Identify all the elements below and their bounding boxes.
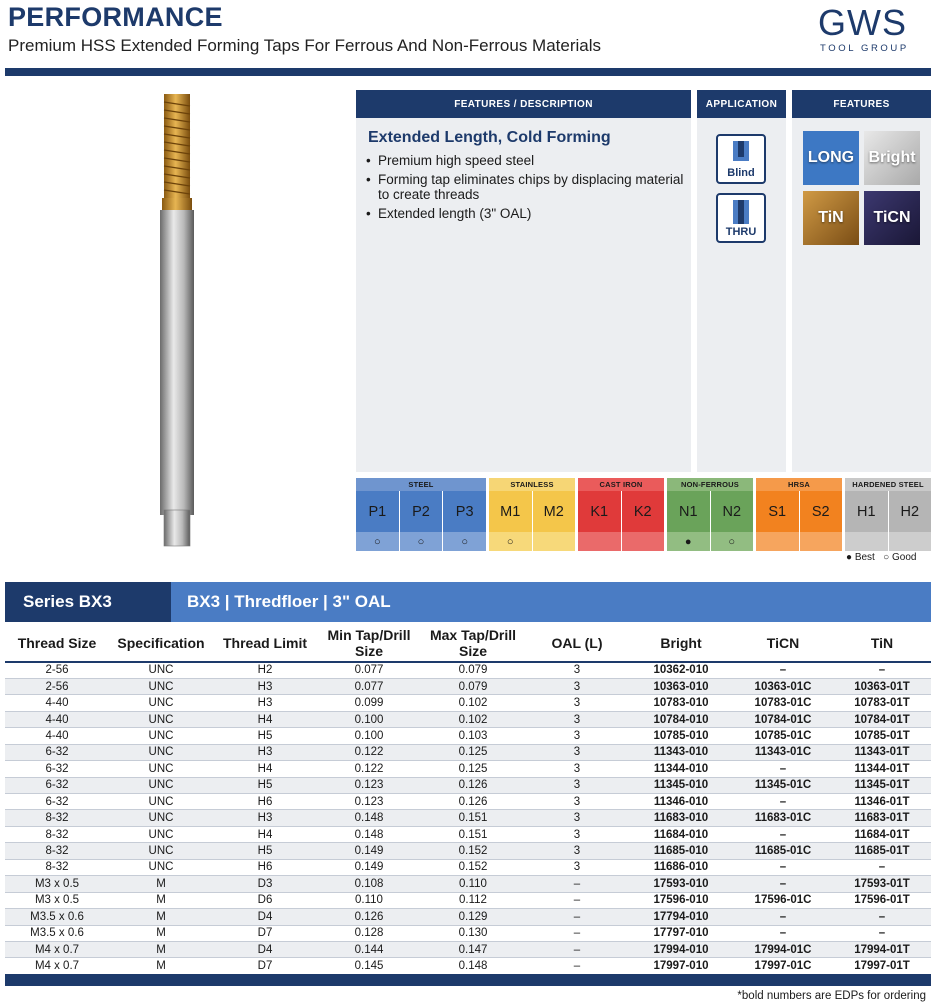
table-cell: 0.129 — [421, 909, 525, 925]
table-cell: 11685-010 — [629, 843, 733, 859]
table-cell: UNC — [109, 794, 213, 810]
table-cell: H5 — [213, 843, 317, 859]
table-cell: 3 — [525, 859, 629, 875]
material-group-hrsa — [756, 478, 842, 551]
table-cell: UNC — [109, 777, 213, 793]
table-cell: 11684-01T — [833, 826, 931, 842]
material-rating: ● — [667, 532, 710, 551]
table-cell: 11683-01T — [833, 810, 931, 826]
footnote: *bold numbers are EDPs for ordering — [737, 990, 926, 1002]
table-cell: D7 — [213, 925, 317, 941]
table-cell: 0.148 — [421, 958, 525, 974]
table-row — [5, 662, 931, 678]
table-cell: – — [833, 859, 931, 875]
table-cell: – — [833, 662, 931, 678]
legend-good: ○ Good — [883, 552, 917, 563]
ticn-badge: TiCN — [864, 191, 920, 245]
table-cell: 0.110 — [421, 876, 525, 892]
material-cell — [399, 491, 443, 551]
material-group-cast-iron — [578, 478, 664, 551]
column-header: OAL (L) — [525, 624, 629, 662]
material-code: K2 — [622, 491, 665, 532]
material-rating — [889, 532, 932, 551]
table-cell: 11345-01C — [733, 777, 833, 793]
column-header: Thread Limit — [213, 624, 317, 662]
table-cell: 3 — [525, 678, 629, 694]
table-cell: D4 — [213, 941, 317, 957]
table-cell: 3 — [525, 843, 629, 859]
table-cell: 11683-01C — [733, 810, 833, 826]
table-cell: – — [525, 958, 629, 974]
material-code: P1 — [356, 491, 399, 532]
table-row — [5, 794, 931, 810]
table-cell: 8-32 — [5, 826, 109, 842]
material-cell — [667, 491, 710, 551]
table-cell: 3 — [525, 761, 629, 777]
page-title: PERFORMANCE — [8, 2, 223, 32]
table-cell: M — [109, 876, 213, 892]
tin-badge: TiN — [803, 191, 859, 245]
table-cell: M3.5 x 0.6 — [5, 909, 109, 925]
material-cell — [710, 491, 754, 551]
application-panel — [697, 90, 786, 472]
blind-hole-graphic — [731, 141, 751, 165]
table-cell: UNC — [109, 695, 213, 711]
table-cell: 0.148 — [317, 826, 421, 842]
table-cell: 0.123 — [317, 794, 421, 810]
column-header: Specification — [109, 624, 213, 662]
material-chart — [356, 478, 931, 551]
material-rating — [845, 532, 888, 551]
table-cell: 0.099 — [317, 695, 421, 711]
table-cell: – — [733, 761, 833, 777]
table-cell: – — [525, 876, 629, 892]
legend-best: ● Best — [846, 552, 875, 563]
material-cell — [489, 491, 532, 551]
table-cell: 0.130 — [421, 925, 525, 941]
feature-list — [366, 153, 686, 225]
table-cell: 10783-010 — [629, 695, 733, 711]
material-code: K1 — [578, 491, 621, 532]
table-cell: 17994-01C — [733, 941, 833, 957]
table-cell: 0.126 — [421, 777, 525, 793]
table-cell: 17997-01C — [733, 958, 833, 974]
table-cell: – — [733, 662, 833, 678]
table-cell: 0.149 — [317, 859, 421, 875]
thru-hole-icon — [716, 193, 766, 243]
material-group-heading: CAST IRON — [578, 478, 664, 491]
material-cell — [532, 491, 576, 551]
material-code: S2 — [800, 491, 843, 532]
table-cell: 0.145 — [317, 958, 421, 974]
table-cell: H5 — [213, 777, 317, 793]
table-cell: – — [525, 909, 629, 925]
table-cell: H6 — [213, 859, 317, 875]
material-rating: ○ — [711, 532, 754, 551]
rating-legend — [846, 552, 916, 563]
coating-features-heading: FEATURES — [792, 90, 931, 118]
table-cell: 10363-01T — [833, 678, 931, 694]
table-cell: 0.125 — [421, 761, 525, 777]
table-cell: M — [109, 925, 213, 941]
thru-hole-graphic — [731, 200, 751, 224]
table-cell: UNC — [109, 761, 213, 777]
table-row — [5, 810, 931, 826]
material-group-heading: HRSA — [756, 478, 842, 491]
material-code: S1 — [756, 491, 799, 532]
table-cell: 0.122 — [317, 744, 421, 760]
table-cell: 0.102 — [421, 711, 525, 727]
material-code: N1 — [667, 491, 710, 532]
table-cell: M4 x 0.7 — [5, 958, 109, 974]
table-cell: M4 x 0.7 — [5, 941, 109, 957]
table-cell: H3 — [213, 678, 317, 694]
material-cell — [442, 491, 486, 551]
material-rating — [578, 532, 621, 551]
table-cell: H3 — [213, 810, 317, 826]
table-cell: H4 — [213, 711, 317, 727]
tap-thread — [164, 94, 190, 198]
table-cell: – — [525, 941, 629, 957]
table-cell: 11345-01T — [833, 777, 931, 793]
table-cell: – — [733, 925, 833, 941]
table-row — [5, 909, 931, 925]
table-cell: 10785-01T — [833, 728, 931, 744]
table-cell: 11344-010 — [629, 761, 733, 777]
gws-logo — [818, 2, 936, 58]
material-cell — [356, 491, 399, 551]
material-cell — [888, 491, 932, 551]
series-banner — [5, 582, 931, 622]
material-cell — [799, 491, 843, 551]
material-rating — [533, 532, 576, 551]
table-cell: 10363-010 — [629, 678, 733, 694]
table-cell: 0.077 — [317, 662, 421, 678]
features-description-heading: FEATURES / DESCRIPTION — [356, 90, 691, 118]
material-group-hardened-steel — [845, 478, 931, 551]
material-rating: ○ — [489, 532, 532, 551]
table-cell: 0.079 — [421, 662, 525, 678]
table-row — [5, 695, 931, 711]
feature-item: • Forming tap eliminates chips by displacing material to create threads — [366, 172, 686, 202]
bottom-divider — [5, 974, 931, 986]
table-cell: 10784-01C — [733, 711, 833, 727]
table-cell: 6-32 — [5, 794, 109, 810]
table-cell: 10785-010 — [629, 728, 733, 744]
table-cell: – — [833, 909, 931, 925]
table-cell: 4-40 — [5, 695, 109, 711]
table-cell: 0.148 — [317, 810, 421, 826]
table-cell: 0.100 — [317, 728, 421, 744]
table-cell: 3 — [525, 728, 629, 744]
table-cell: 2-56 — [5, 678, 109, 694]
table-cell: 17593-01T — [833, 876, 931, 892]
table-cell: 2-56 — [5, 662, 109, 678]
table-cell: 4-40 — [5, 728, 109, 744]
material-code: H2 — [889, 491, 932, 532]
series-description: BX3 | Thredfloer | 3" OAL — [187, 592, 391, 611]
table-row — [5, 777, 931, 793]
table-cell: D3 — [213, 876, 317, 892]
table-cell: 10783-01T — [833, 695, 931, 711]
table-cell: 0.079 — [421, 678, 525, 694]
table-cell: 0.077 — [317, 678, 421, 694]
table-cell: 11686-010 — [629, 859, 733, 875]
table-cell: 0.123 — [317, 777, 421, 793]
forming-tap-image — [150, 90, 206, 550]
table-cell: UNC — [109, 810, 213, 826]
table-cell: UNC — [109, 728, 213, 744]
table-cell: H6 — [213, 794, 317, 810]
material-cell — [756, 491, 799, 551]
material-rating: ○ — [443, 532, 486, 551]
table-cell: M3.5 x 0.6 — [5, 925, 109, 941]
table-cell: 17596-010 — [629, 892, 733, 908]
table-body — [5, 662, 931, 974]
table-cell: 0.110 — [317, 892, 421, 908]
table-row — [5, 761, 931, 777]
table-cell: 0.100 — [317, 711, 421, 727]
table-cell: 11343-010 — [629, 744, 733, 760]
table-cell: 17794-010 — [629, 909, 733, 925]
table-row — [5, 892, 931, 908]
table-row — [5, 925, 931, 941]
table-cell: 0.152 — [421, 859, 525, 875]
table-cell: 17593-010 — [629, 876, 733, 892]
table-row — [5, 958, 931, 974]
table-cell: 17596-01C — [733, 892, 833, 908]
table-cell: 3 — [525, 711, 629, 727]
table-cell: 17997-01T — [833, 958, 931, 974]
table-cell: 6-32 — [5, 761, 109, 777]
material-rating — [622, 532, 665, 551]
table-cell: 11685-01C — [733, 843, 833, 859]
table-cell: 11345-010 — [629, 777, 733, 793]
table-cell: 0.152 — [421, 843, 525, 859]
table-cell: UNC — [109, 662, 213, 678]
table-cell: UNC — [109, 678, 213, 694]
product-table — [5, 624, 931, 975]
material-code: P3 — [443, 491, 486, 532]
application-heading: APPLICATION — [697, 90, 786, 118]
table-cell: 10363-01C — [733, 678, 833, 694]
table-cell: 0.144 — [317, 941, 421, 957]
table-cell: 17797-010 — [629, 925, 733, 941]
table-cell: 0.149 — [317, 843, 421, 859]
table-cell: 11344-01T — [833, 761, 931, 777]
table-cell: 11346-010 — [629, 794, 733, 810]
logo-sub-text: TOOL GROUP — [820, 43, 909, 54]
table-cell: D4 — [213, 909, 317, 925]
material-code: M1 — [489, 491, 532, 532]
table-row — [5, 678, 931, 694]
table-cell: 0.151 — [421, 810, 525, 826]
table-cell: 8-32 — [5, 843, 109, 859]
thru-label: THRU — [725, 226, 757, 238]
table-cell: 4-40 — [5, 711, 109, 727]
material-cell — [845, 491, 888, 551]
column-header: TiCN — [733, 624, 833, 662]
material-group-stainless — [489, 478, 575, 551]
table-cell: 11346-01T — [833, 794, 931, 810]
top-divider — [5, 68, 931, 76]
column-header: Bright — [629, 624, 733, 662]
table-cell: 0.126 — [421, 794, 525, 810]
table-cell: – — [733, 859, 833, 875]
table-cell: – — [525, 925, 629, 941]
table-cell: M — [109, 941, 213, 957]
table-cell: 0.108 — [317, 876, 421, 892]
table-cell: – — [733, 794, 833, 810]
table-cell: 8-32 — [5, 859, 109, 875]
feature-item: • Premium high speed steel — [366, 153, 686, 168]
table-cell: – — [733, 909, 833, 925]
table-cell: 3 — [525, 695, 629, 711]
table-cell: 0.128 — [317, 925, 421, 941]
coating-features-panel — [792, 90, 931, 472]
table-cell: 3 — [525, 777, 629, 793]
material-code: H1 — [845, 491, 888, 532]
table-row — [5, 744, 931, 760]
table-cell: D7 — [213, 958, 317, 974]
logo-main-text: GWS — [818, 2, 907, 43]
table-cell: 11683-010 — [629, 810, 733, 826]
tap-shank — [160, 210, 194, 515]
table-cell: 0.147 — [421, 941, 525, 957]
table-cell: 17994-01T — [833, 941, 931, 957]
column-header: Thread Size — [5, 624, 109, 662]
table-cell: 8-32 — [5, 810, 109, 826]
table-cell: 0.112 — [421, 892, 525, 908]
material-code: P2 — [400, 491, 443, 532]
feature-item: • Extended length (3" OAL) — [366, 206, 686, 221]
material-code: M2 — [533, 491, 576, 532]
material-group-heading: STAINLESS — [489, 478, 575, 491]
table-cell: H3 — [213, 744, 317, 760]
series-name: Series BX3 — [5, 582, 171, 622]
table-cell: 0.102 — [421, 695, 525, 711]
table-cell: M — [109, 892, 213, 908]
material-group-non-ferrous — [667, 478, 753, 551]
material-group-heading: NON-FERROUS — [667, 478, 753, 491]
table-header-row — [5, 624, 931, 662]
table-cell: H4 — [213, 761, 317, 777]
table-cell: – — [833, 925, 931, 941]
table-row — [5, 859, 931, 875]
table-cell: – — [733, 876, 833, 892]
column-header: Max Tap/Drill Size — [421, 624, 525, 662]
tap-square — [164, 510, 190, 546]
table-cell: H4 — [213, 826, 317, 842]
features-description-panel — [356, 90, 691, 472]
table-cell: – — [525, 892, 629, 908]
feature-title: Extended Length, Cold Forming — [368, 129, 611, 146]
material-code: N2 — [711, 491, 754, 532]
table-cell: 10362-010 — [629, 662, 733, 678]
material-group-steel — [356, 478, 486, 551]
table-cell: H2 — [213, 662, 317, 678]
table-cell: 3 — [525, 662, 629, 678]
material-rating — [800, 532, 843, 551]
table-cell: M — [109, 958, 213, 974]
table-row — [5, 728, 931, 744]
table-cell: UNC — [109, 843, 213, 859]
table-cell: 3 — [525, 744, 629, 760]
table-row — [5, 876, 931, 892]
column-header: TiN — [833, 624, 931, 662]
table-cell: 10784-01T — [833, 711, 931, 727]
tap-neck — [162, 198, 192, 210]
material-cell — [578, 491, 621, 551]
table-cell: 3 — [525, 826, 629, 842]
table-cell: M3 x 0.5 — [5, 892, 109, 908]
table-cell: 6-32 — [5, 744, 109, 760]
table-cell: 11343-01T — [833, 744, 931, 760]
material-cell — [621, 491, 665, 551]
table-cell: 10783-01C — [733, 695, 833, 711]
column-header: Min Tap/Drill Size — [317, 624, 421, 662]
page-subtitle: Premium HSS Extended Forming Taps For Ferrous And Non-Ferrous Materials — [8, 36, 602, 55]
table-cell: 0.151 — [421, 826, 525, 842]
table-cell: 3 — [525, 794, 629, 810]
table-row — [5, 843, 931, 859]
table-cell: – — [733, 826, 833, 842]
table-cell: 17997-010 — [629, 958, 733, 974]
table-cell: 0.125 — [421, 744, 525, 760]
table-cell: 10784-010 — [629, 711, 733, 727]
bright-badge: Bright — [864, 131, 920, 185]
table-row — [5, 941, 931, 957]
material-group-heading: STEEL — [356, 478, 486, 491]
table-cell: 17596-01T — [833, 892, 931, 908]
material-group-heading: HARDENED STEEL — [845, 478, 931, 491]
table-cell: 0.126 — [317, 909, 421, 925]
table-row — [5, 826, 931, 842]
table-cell: D6 — [213, 892, 317, 908]
table-cell: 17994-010 — [629, 941, 733, 957]
table-cell: 6-32 — [5, 777, 109, 793]
material-rating — [756, 532, 799, 551]
table-cell: 11684-010 — [629, 826, 733, 842]
table-cell: 10785-01C — [733, 728, 833, 744]
table-cell: 11343-01C — [733, 744, 833, 760]
table-cell: UNC — [109, 711, 213, 727]
material-rating: ○ — [356, 532, 399, 551]
table-cell: M3 x 0.5 — [5, 876, 109, 892]
table-cell: UNC — [109, 744, 213, 760]
table-cell: UNC — [109, 859, 213, 875]
table-cell: 0.122 — [317, 761, 421, 777]
blind-hole-icon — [716, 134, 766, 184]
table-cell: M — [109, 909, 213, 925]
table-cell: H5 — [213, 728, 317, 744]
table-cell: UNC — [109, 826, 213, 842]
material-rating: ○ — [400, 532, 443, 551]
table-cell: H3 — [213, 695, 317, 711]
table-cell: 3 — [525, 810, 629, 826]
blind-label: Blind — [727, 167, 755, 179]
long-badge: LONG — [803, 131, 859, 185]
table-cell: 11685-01T — [833, 843, 931, 859]
table-cell: 0.103 — [421, 728, 525, 744]
table-row — [5, 711, 931, 727]
